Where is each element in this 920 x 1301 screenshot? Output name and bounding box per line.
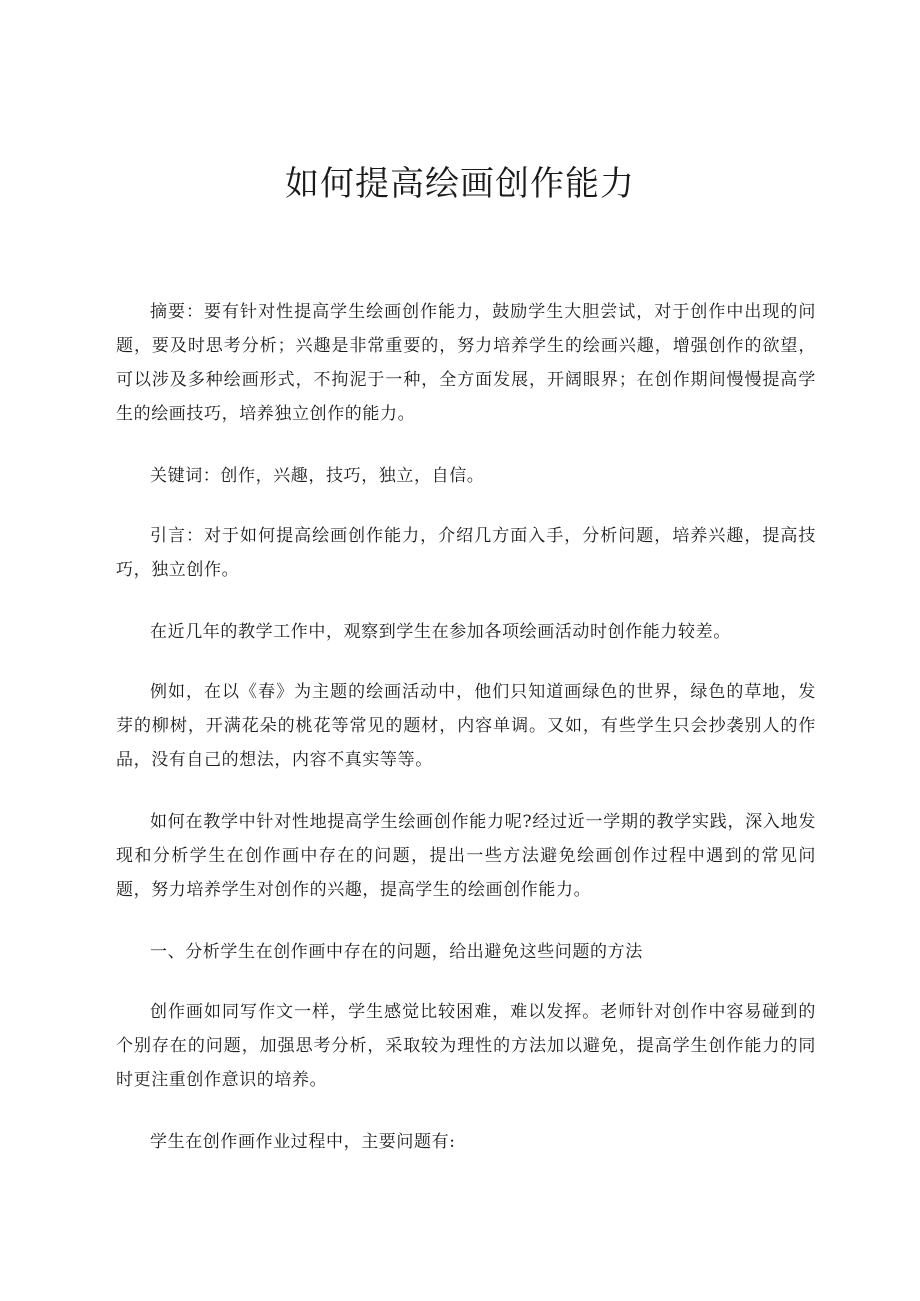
introduction-paragraph: 引言：对于如何提高绘画创作能力，介绍几方面入手，分析问题，培养兴趣，提高技巧，独立创作。 [116, 526, 816, 580]
body-paragraph: 例如，在以《春》为主题的绘画活动中，他们只知道画绿色的世界，绿色的草地，发芽的柳树，开满花朵的桃花等常见的题材，内容单调。又如，有些学生只会抄袭别人的作品，没有自己的想法，内容不真实等等。 [116, 682, 816, 770]
body-paragraph: 在近几年的教学工作中，观察到学生在参加各项绘画活动时创作能力较差。 [150, 622, 731, 642]
document-body [116, 295, 816, 1187]
body-paragraph: 创作画如同写作文一样，学生感觉比较困难，难以发挥。老师针对创作中容易碰到的个别存在的问题，加强思考分析，采取较为理性的方法加以避免，提高学生创作能力的同时更注重创作意识的培养。 [116, 1002, 816, 1090]
body-paragraph: 如何在教学中针对性地提高学生绘画创作能力呢?经过近一学期的教学实践，深入地发现和分析学生在创作画中存在的问题，提出一些方法避免绘画创作过程中遇到的常见问题，努力培养学生对创作的兴趣，提高学生的绘画创作能力。 [116, 812, 816, 900]
keywords-paragraph: 关键词：创作，兴趣，技巧，独立，自信。 [150, 466, 485, 486]
document-title: 如何提高绘画创作能力 [285, 164, 635, 204]
abstract-paragraph: 摘要：要有针对性提高学生绘画创作能力，鼓励学生大胆尝试，对于创作中出现的问题，要及时思考分析；兴趣是非常重要的，努力培养学生的绘画兴趣，增强创作的欲望，可以涉及多种绘画形式，不拘泥于一种，全方面发展，开阔眼界；在创作期间慢慢提高学生的绘画技巧，培养独立创作的能力。 [116, 302, 816, 424]
body-paragraph: 学生在创作画作业过程中，主要问题有: [150, 1132, 456, 1152]
section-heading: 一、分析学生在创作画中存在的问题，给出避免这些问题的方法 [150, 942, 643, 962]
